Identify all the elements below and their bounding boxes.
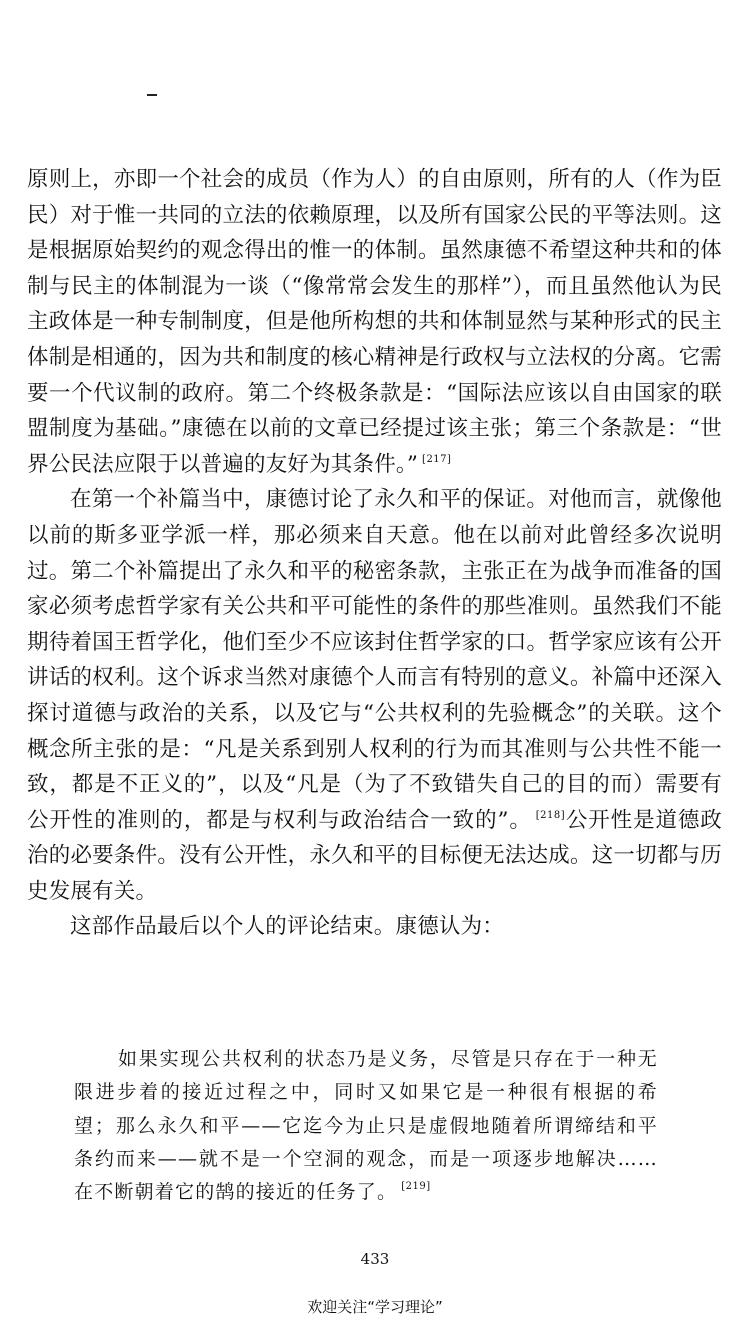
page-number: 433	[360, 1250, 390, 1268]
footnote-219: [219]	[401, 1181, 431, 1193]
paragraph-2-after: 公开性是道德政治的必要条件。没有公开性，永久和平的目标便无法达成。这一切都与历史发展有关。	[27, 807, 722, 904]
quote-paragraph	[74, 1043, 658, 1209]
paragraph-3	[27, 909, 722, 945]
footnote-218: [218]	[535, 809, 566, 821]
quote-text: 如果实现公共权利的状态乃是义务，尽管是只存在于一种无限进步着的接近过程之中，同时又如果它是一种很有根据的希望；那么永久和平——它迄今为止只是虚假地随着所谓缔结和平条约而来——就不是一个空洞的观念，而是一项逐步地解决……在不断朝着它的鹄的接近的任务了。	[74, 1048, 658, 1204]
paragraph-2	[27, 482, 722, 909]
paragraph-3-text: 这部作品最后以个人的评论结束。康德认为：	[70, 914, 505, 940]
paragraph-2-text: 在第一个补篇当中，康德讨论了永久和平的保证。对他而言，就像他以前的斯多亚学派一样，那必须来自天意。他在以前对此曾经多次说明过。第二个补篇提出了永久和平的秘密条款，主张正在为战争而准备的国家必须考虑哲学家有关公共和平可能性的条件的那些准则。虽然我们不能期待着国王哲学化，他们至少不应该封住哲学家的口。哲学家应该有公开讲话的权利。这个诉求当然对康德个人而言有特别的意义。补篇中还深入探讨道德与政治的关系，以及它与“公共权利的先验概念”的关联。这个概念所主张的是：“凡是关系到别人权利的行为而其准则与公共性不能一致，都是不正义的”，以及“凡是（为了不致错失自己的目的而）需要有公开性的准则的，都是与权利与政治结合一致的”。	[27, 487, 722, 833]
main-text	[27, 162, 722, 945]
paragraph-1	[27, 162, 722, 482]
header-dash	[147, 94, 157, 96]
footnote-217: [217]	[422, 453, 452, 465]
block-quote	[74, 1043, 658, 1209]
footer-note: 欢迎关注“学习理论”	[307, 1298, 443, 1316]
paragraph-1-text: 原则上，亦即一个社会的成员（作为人）的自由原则，所有的人（作为臣民）对于惟一共同的立法的依赖原理，以及所有国家公民的平等法则。这是根据原始契约的观念得出的惟一的体制。虽然康德不希望这种共和的体制与民主的体制混为一谈（“像常常会发生的那样”），而且虽然他认为民主政体是一种专制制度，但是他所构想的共和体制显然与某种形式的民主体制是相通的，因为共和制度的核心精神是行政权与立法权的分离。它需要一个代议制的政府。第二个终极条款是：“国际法应该以自由国家的联盟制度为基础。”康德在以前的文章已经提过该主张；第三个条款是：“世界公民法应限于以普遍的友好为其条件。”	[27, 167, 722, 477]
